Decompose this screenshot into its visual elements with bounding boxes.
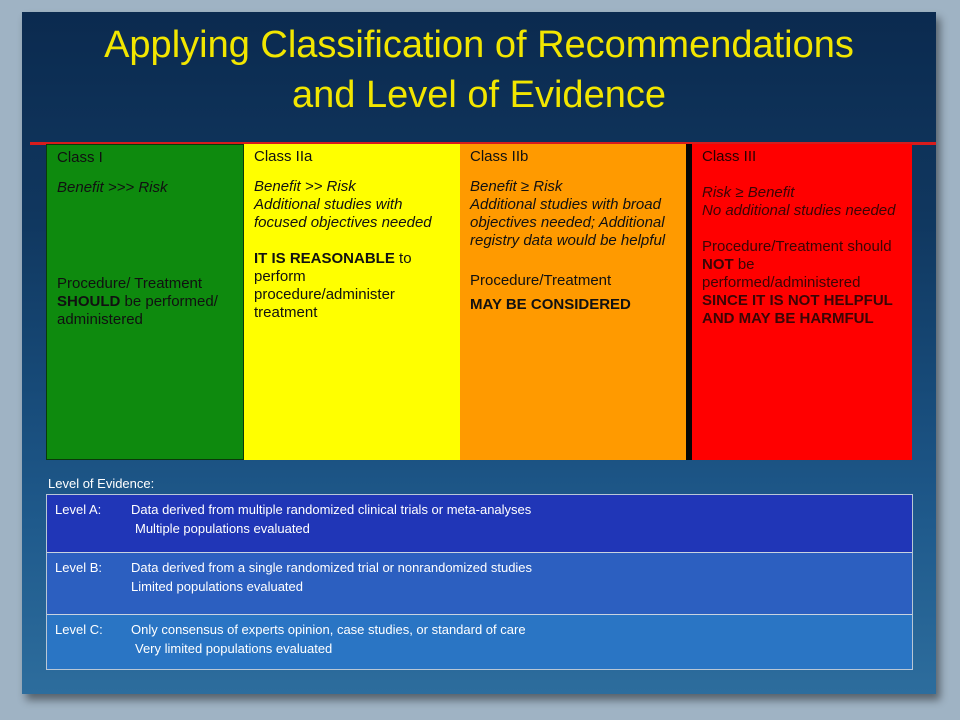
recommendation-text-2: be performed/administered xyxy=(702,256,861,291)
class-studies: Additional studies with broad objectives needed; Additional registry data would be helpful xyxy=(470,196,666,249)
level-a-row xyxy=(47,495,912,553)
title-line-2: and Level of Evidence xyxy=(292,74,666,116)
level-line-2: Very limited populations evaluated xyxy=(135,641,333,656)
recommendation-text-2: be performed/ administered xyxy=(57,293,218,328)
level-description xyxy=(131,558,532,596)
recommendation-warning: SINCE IT IS NOT HELPFUL AND MAY BE HARMFUL xyxy=(702,292,893,327)
class-i-column xyxy=(46,144,244,460)
recommendation-emphasis: NOT xyxy=(702,256,734,273)
class-benefit: Benefit >>> Risk xyxy=(57,179,168,196)
level-description xyxy=(131,620,526,658)
level-line-2: Limited populations evaluated xyxy=(131,579,304,594)
recommendation-emphasis: MAY BE CONSIDERED xyxy=(470,296,631,313)
level-description xyxy=(131,500,531,538)
level-line-1: Data derived from multiple randomized clinical trials or meta-analyses xyxy=(131,502,532,517)
level-name: Level C: xyxy=(55,622,103,637)
class-iii-column xyxy=(692,144,912,460)
class-recommendation xyxy=(57,275,233,329)
class-iib-column xyxy=(460,144,686,460)
class-studies: Additional studies with focused objectives needed xyxy=(254,196,432,231)
recommendation-emphasis: IT IS REASONABLE xyxy=(254,250,395,267)
class-recommendation xyxy=(254,250,450,322)
level-line-1: Data derived from a single randomized trial or nonrandomized studies xyxy=(131,560,533,575)
level-line-2: Multiple populations evaluated xyxy=(135,521,310,536)
level-c-row xyxy=(47,615,912,669)
class-benefit: Benefit >> Risk xyxy=(254,178,356,195)
title-line-1: Applying Classification of Recommendations xyxy=(104,24,854,66)
class-table xyxy=(46,144,912,460)
class-name: Class I xyxy=(57,149,103,166)
level-of-evidence-table xyxy=(46,494,913,670)
class-name: Class III xyxy=(702,148,757,165)
class-name: Class IIb xyxy=(470,148,529,165)
level-name: Level B: xyxy=(55,560,102,575)
class-benefit: Benefit ≥ Risk xyxy=(470,178,563,195)
level-name: Level A: xyxy=(55,502,102,517)
class-name: Class IIa xyxy=(254,148,313,165)
level-b-row xyxy=(47,553,912,615)
level-of-evidence-label: Level of Evidence: xyxy=(48,476,155,491)
class-studies: No additional studies needed xyxy=(702,202,896,219)
slide-title xyxy=(22,20,936,120)
recommendation-text: Procedure/Treatment should xyxy=(702,238,892,255)
class-iia-column xyxy=(244,144,460,460)
recommendation-text-2: to perform procedure/administer treatment xyxy=(254,250,412,321)
class-recommendation xyxy=(702,238,902,292)
recommendation-text: Procedure/ Treatment xyxy=(57,275,203,292)
recommendation-emphasis: SHOULD xyxy=(57,293,121,310)
recommendation-text: Procedure/Treatment xyxy=(470,272,612,289)
class-benefit: Risk ≥ Benefit xyxy=(702,184,795,201)
level-line-1: Only consensus of experts opinion, case studies, or standard of care xyxy=(131,622,526,637)
